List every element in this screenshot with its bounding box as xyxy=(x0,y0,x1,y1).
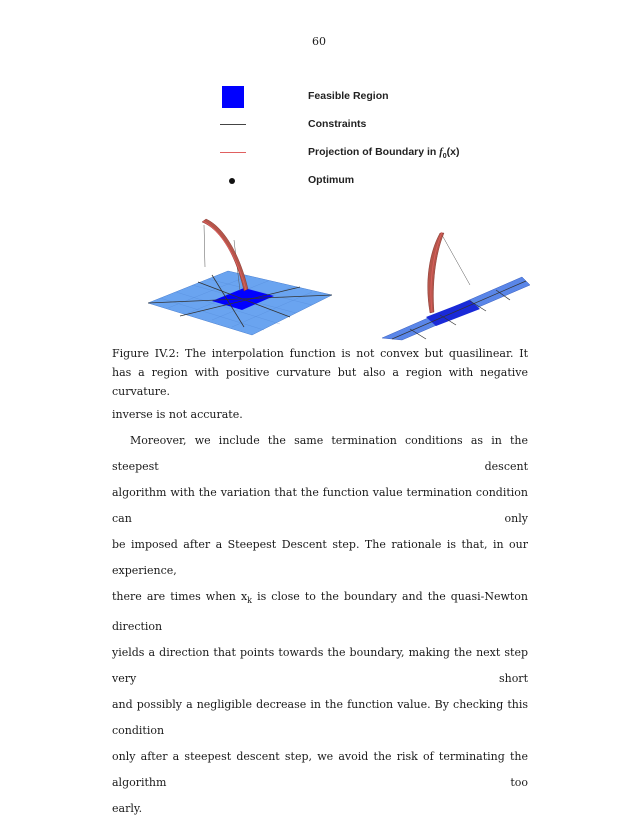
right-curved-surface xyxy=(428,233,444,313)
paragraph-line: early. xyxy=(112,802,143,816)
constraints-swatch xyxy=(220,124,246,125)
left-surface-plot xyxy=(148,219,332,335)
legend-label-feasible-region: Feasible Region xyxy=(308,90,389,102)
paragraph-line: yields a direction that points towards the boundary, making the next step very short xyxy=(112,646,528,686)
legend-label-optimum: Optimum xyxy=(308,174,355,186)
feasible-region-swatch xyxy=(222,86,244,108)
legend-item-projection xyxy=(220,142,480,164)
paragraph-line: inverse is not accurate. xyxy=(112,408,243,421)
projection-swatch xyxy=(220,152,246,153)
legend-label-projection: Projection of Boundary in $f_0(x)$ xyxy=(308,146,460,161)
figure-caption: Figure IV.2: The interpolation function is not convex but quasilinear. It has a region with positive curvature but also a region with negative curvature. xyxy=(112,347,528,398)
legend-item-constraints xyxy=(220,114,480,136)
paragraph-line: there are times when $x_k$ is close to the boundary and the quasi-Newton direction xyxy=(112,590,529,634)
paragraph-line: and possibly a negligible decrease in the function value. By checking this condition xyxy=(112,698,528,738)
right-constraints xyxy=(392,281,526,339)
legend-item-optimum xyxy=(220,170,480,192)
right-feasible-region xyxy=(426,300,480,326)
legend-label-constraints: Constraints xyxy=(308,118,367,130)
legend-item-feasible-region xyxy=(220,86,480,108)
paragraph-line: algorithm with the variation that the function value termination condition can only xyxy=(112,486,528,525)
page-number: 60 xyxy=(312,35,326,48)
optimum-swatch xyxy=(229,178,235,184)
figure-plots xyxy=(140,205,540,345)
body-text xyxy=(112,402,528,822)
paragraph-line: Moreover, we include the same termination conditions as in the steepest descent xyxy=(112,434,528,473)
right-surface-plot xyxy=(382,232,530,340)
paragraph-line: only after a steepest descent step, we avoid the risk of terminating the algorithm too xyxy=(112,750,528,790)
paragraph-line: be imposed after a Steepest Descent step. The rationale is that, in our experience, xyxy=(112,538,528,577)
